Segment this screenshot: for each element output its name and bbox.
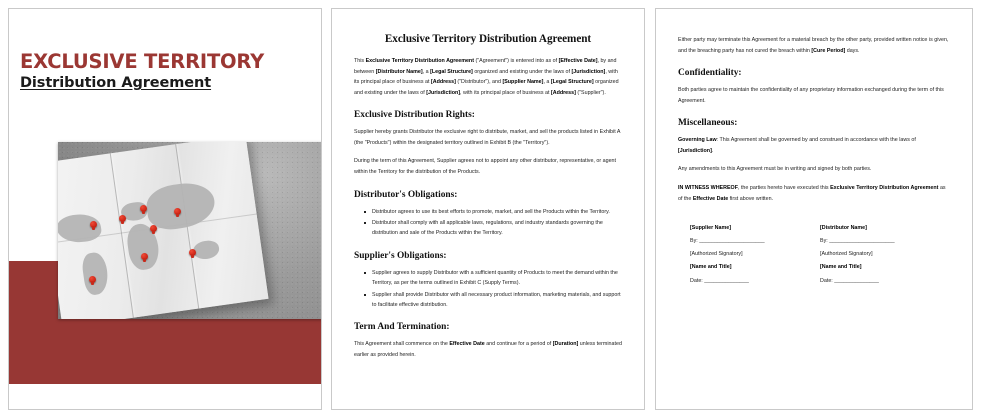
cover-title-secondary: Distribution Agreement <box>20 75 212 92</box>
intro-t6: , with its principal place of business at <box>354 68 618 86</box>
supplier-obligations-list <box>354 268 622 311</box>
map-pin-africa <box>141 253 148 260</box>
map-pin-australia <box>189 249 196 256</box>
term-t3: unless terminated earlier as provided herein. <box>354 341 622 359</box>
placeholder-jurisdiction-3: [Jurisdiction] <box>678 147 712 154</box>
continent-australia <box>192 239 220 260</box>
agreement-page-two[interactable] <box>331 8 645 410</box>
amendments-paragraph: Any amendments to this Agreement must be in writing and signed by both parties. <box>678 166 872 173</box>
page-title: Exclusive Territory Distribution Agreement <box>384 33 592 45</box>
section-heading-distributor-obligations: Distributor's Obligations: <box>354 189 458 200</box>
distributor-by-line[interactable]: By: ______________________ <box>820 238 895 245</box>
list-item: Distributor shall comply with all applicable laws, regulations, and industry standards governing the distribution and sale of the Products within the Territory. <box>372 218 622 239</box>
distributor-obligations-list <box>354 207 622 239</box>
witness-t1: , the parties hereto have executed this <box>737 185 831 192</box>
intro-t2: ("Agreement") is entered into as of <box>473 58 559 64</box>
signature-column-supplier <box>690 222 820 287</box>
termination-t2: days. <box>845 47 860 54</box>
witness-agreement-name: Exclusive Territory Distribution Agreement <box>830 185 939 192</box>
termination-t1: Either party may terminate this Agreement for a material breach by the other party, provided written notice is given, and the breaching party has not cured the breach within <box>678 37 949 54</box>
witness-effective-date: Effective Date <box>692 195 729 202</box>
list-item: Distributor agrees to use its best efforts to promote, market, and sell the Products within the Territory. <box>372 207 622 217</box>
term-t2: and continue for a period of <box>484 341 553 348</box>
term-paragraph <box>354 339 622 360</box>
section-heading-miscellaneous: Miscellaneous: <box>678 118 738 129</box>
governing-law-paragraph <box>678 135 950 156</box>
placeholder-legal-structure-1: [Legal Structure] <box>430 68 473 75</box>
map-pin-north-america <box>90 221 97 228</box>
page-two-content <box>332 9 644 369</box>
signature-block <box>678 222 950 287</box>
cover-title-primary: EXCLUSIVE TERRITORY <box>20 50 265 73</box>
intro-t8: , a <box>543 79 551 86</box>
governing-law-t1: : This Agreement shall be governed by and construed in accordance with the laws of <box>716 137 916 144</box>
intro-t9: organized and existing under the laws of <box>354 79 619 96</box>
exclusive-rights-paragraph-2: During the term of this Agreement, Supplier agrees not to appoint any other distributor, representative, or agent within the Territory for the distribution of the Products. <box>354 158 616 176</box>
intro-t11: ("Supplier"). <box>575 89 606 96</box>
map-pin-europe-north <box>140 205 147 212</box>
section-heading-supplier-obligations: Supplier's Obligations: <box>354 250 447 261</box>
distributor-date-line[interactable]: Date: _______________ <box>820 277 879 284</box>
agreement-page-three[interactable] <box>655 8 973 410</box>
folded-map-paper <box>58 142 269 319</box>
cover-title-block <box>20 51 310 92</box>
exclusive-rights-paragraph-1: Supplier hereby grants Distributor the exclusive right to distribute, market, and sell the products listed in Exhibit A (the "Products") within the designated territory outlined in Exhibit B (the "Territory"). <box>354 129 621 146</box>
witness-t3: first above written. <box>728 195 774 202</box>
supplier-name-placeholder: [Supplier Name] <box>690 225 731 232</box>
placeholder-jurisdiction-1: [Jurisdiction] <box>571 68 606 75</box>
term-t1: This Agreement shall commence on the <box>354 341 450 348</box>
placeholder-supplier-name: [Supplier Name] <box>502 79 544 86</box>
intro-t1: This <box>354 58 366 64</box>
intro-paragraph <box>354 56 622 98</box>
distributor-name-and-title: [Name and Title] <box>820 264 862 271</box>
governing-law-label: Governing Law <box>678 137 717 144</box>
placeholder-jurisdiction-2: [Jurisdiction] <box>426 89 461 96</box>
placeholder-distributor-name: [Distributor Name] <box>375 68 423 75</box>
map-pin-south-america <box>89 276 96 283</box>
continent-south-america <box>81 251 111 296</box>
signature-column-distributor <box>820 222 950 287</box>
placeholder-address-1: [Address] <box>430 79 456 86</box>
placeholder-duration: [Duration] <box>552 341 579 348</box>
confidentiality-paragraph: Both parties agree to maintain the confidentiality of any proprietary information exchanged during the term of this Agreement. <box>678 87 944 104</box>
witness-t2: as of the <box>678 185 946 202</box>
witness-paragraph <box>678 183 950 204</box>
section-heading-term-and-termination: Term And Termination: <box>354 322 450 333</box>
placeholder-effective-date: [Effective Date] <box>558 58 598 64</box>
map-pin-europe-west <box>119 215 126 222</box>
list-item: Supplier shall provide Distributor with all necessary product information, marketing materials, and support to facilitate effective distribution. <box>372 290 622 311</box>
section-heading-confidentiality: Confidentiality: <box>678 68 742 79</box>
governing-law-t2: . <box>711 147 714 154</box>
cover-world-map-photo <box>58 142 322 319</box>
supplier-authorized-signatory: [Authorized Signatory] <box>690 251 743 258</box>
supplier-name-and-title: [Name and Title] <box>690 264 732 271</box>
intro-t10: , with its principal place of business at <box>460 89 551 96</box>
termination-paragraph <box>678 35 950 56</box>
cover-page[interactable] <box>8 8 322 410</box>
page-three-content <box>656 9 972 288</box>
intro-t7: ("Distributor"), and <box>455 79 503 86</box>
intro-t4: , a <box>422 68 431 75</box>
supplier-date-line[interactable]: Date: _______________ <box>690 277 749 284</box>
section-heading-exclusive-rights: Exclusive Distribution Rights: <box>354 110 475 121</box>
distributor-name-placeholder: [Distributor Name] <box>820 225 867 232</box>
witness-label: IN WITNESS WHEREOF <box>678 185 738 192</box>
map-pin-asia-east <box>174 208 181 215</box>
map-pin-asia-central <box>150 225 157 232</box>
placeholder-address-2: [Address] <box>550 89 576 96</box>
placeholder-cure-period: [Cure Period] <box>811 47 846 54</box>
placeholder-legal-structure-2: [Legal Structure] <box>550 79 594 86</box>
intro-t5: organized and existing under the laws of <box>472 68 572 75</box>
term-effective-date: Effective Date <box>449 341 485 348</box>
list-item: Supplier agrees to supply Distributor with a sufficient quantity of Products to meet the demand within the Territory, as per the terms outlined in Exhibit C (Supply Terms). <box>372 268 622 289</box>
supplier-by-line[interactable]: By: ______________________ <box>690 238 765 245</box>
distributor-authorized-signatory: [Authorized Signatory] <box>820 251 873 258</box>
intro-t3: , by and between <box>354 58 617 75</box>
intro-agreement-name: Exclusive Territory Distribution Agreement <box>365 58 474 64</box>
